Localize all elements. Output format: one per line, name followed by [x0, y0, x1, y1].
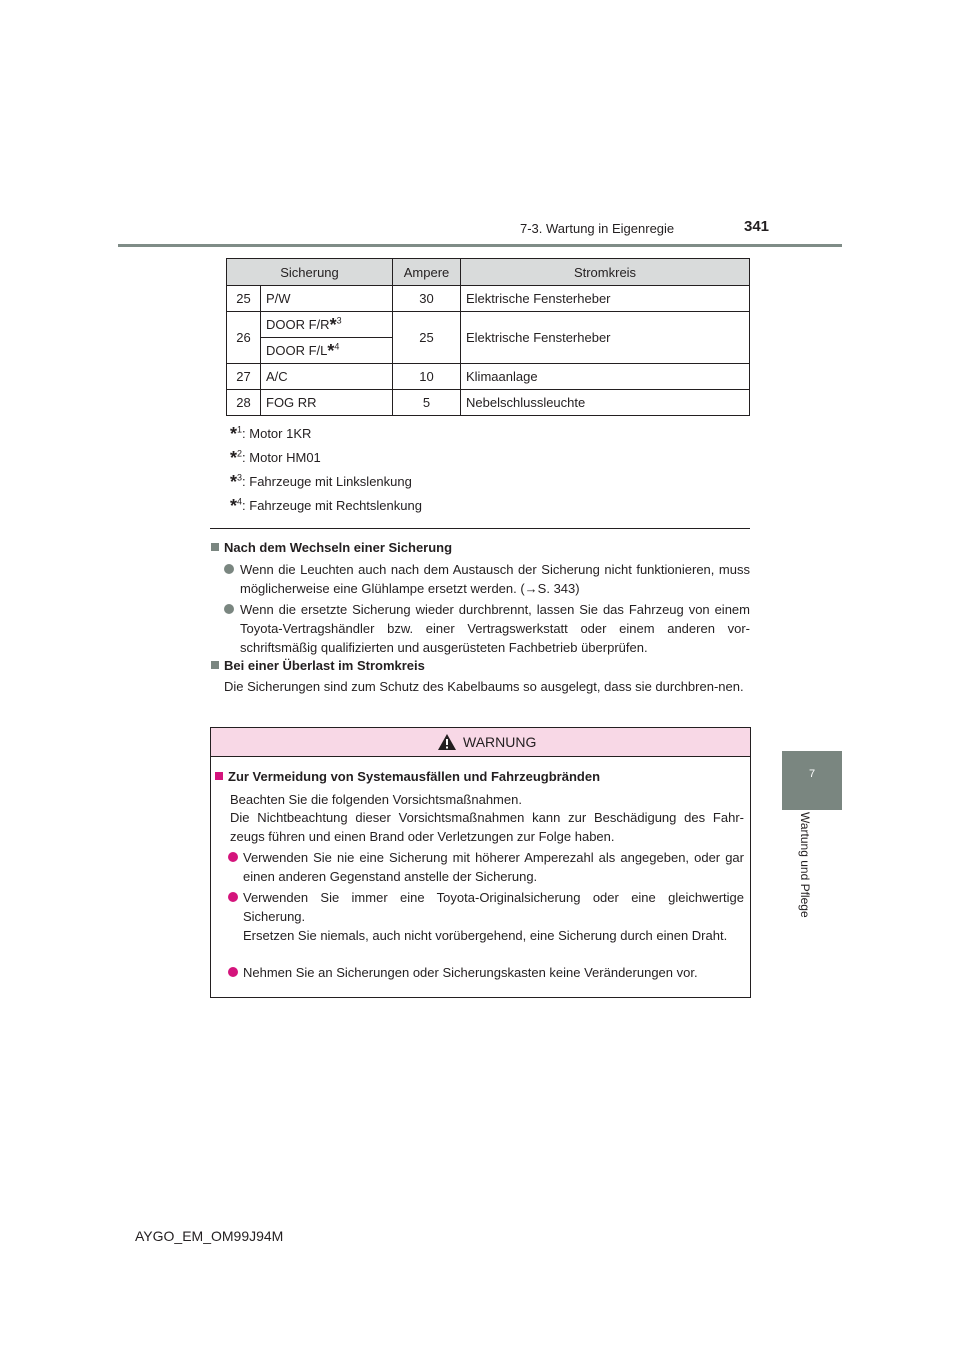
chapter-number: 7: [808, 768, 816, 780]
footnote: [230, 448, 321, 469]
list-item: [224, 600, 750, 657]
section-heading-text: Bei einer Überlast im Stromkreis: [224, 658, 425, 673]
table-row: [227, 364, 750, 390]
chapter-title: Wartung und Pflege: [798, 812, 812, 918]
fuse-table: [226, 258, 750, 416]
warning-heading-text: Zur Vermeidung von Systemausfällen und Fahrzeugbränden: [228, 769, 601, 784]
footnote-star: *: [329, 315, 337, 335]
bullet-text: Verwenden Sie immer eine Toyota-Originalsicherung oder eine gleichwertige Sicherung.: [243, 890, 744, 924]
column-header-ampere: Ampere: [393, 259, 461, 286]
bullet-text: Wenn die ersetzte Sicherung wieder durchbrennt, lassen Sie das Fahrzeug von einem Toyota-Vertragshändler bzw. einer Vertragswerkstatt oder einem anderen vor-schriftsmäßig qualifizierten und ausgerüsteten Fachbetrieb überprüfen.: [240, 602, 750, 655]
warning-box: [210, 727, 751, 998]
footnote-ref: 4: [334, 341, 340, 352]
footnote-text: : Fahrzeuge mit Linkslenkung: [242, 474, 412, 489]
page-number: 341: [744, 218, 770, 235]
footnote-star: *: [230, 448, 238, 468]
bullet-dot-icon: [224, 564, 234, 574]
column-header-fuse: Sicherung: [227, 259, 393, 286]
bullet-text: Wenn die Leuchten auch nach dem Austausch der Sicherung nicht funktionieren, muss möglicherweise eine Glühlampe ersetzt werden. (→S. 343): [240, 562, 750, 596]
footnote-mark: 2: [237, 448, 243, 459]
footnote: [230, 472, 412, 493]
fuse-name-text: DOOR F/R: [266, 317, 330, 332]
warning-heading: [215, 769, 600, 784]
column-header-circuit: Stromkreis: [461, 259, 750, 286]
fuse-ampere: 10: [393, 364, 461, 390]
bullet-dot-icon: [228, 967, 238, 977]
warning-intro: Die Nichtbeachtung dieser Vorsichtsmaßnahmen kann zur Beschädigung des Fahr-zeugs führen und einen Brand oder Verletzungen zur Folge haben.: [230, 810, 744, 844]
fuse-number: 26: [227, 312, 261, 364]
bullet-text: Ersetzen Sie niemals, auch nicht vorübergehend, eine Sicherung durch einen Draht.: [243, 928, 728, 943]
footnote-mark: 1: [237, 424, 243, 435]
bullet-dot-icon: [228, 892, 238, 902]
bullet-dot-icon: [224, 604, 234, 614]
footnote-mark: 3: [237, 472, 243, 483]
footnote: [230, 496, 422, 517]
bullet-dot-icon: [228, 852, 238, 862]
bullet-square-icon: [211, 543, 219, 551]
list-item: [228, 963, 744, 982]
fuse-ampere: 5: [393, 390, 461, 416]
bullet-text: Nehmen Sie an Sicherungen oder Sicherungskasten keine Veränderungen vor.: [243, 965, 698, 980]
header-section-title: 7-3. Wartung in Eigenregie: [520, 221, 675, 236]
bullet-square-icon: [215, 772, 223, 780]
footnote-star: *: [230, 496, 238, 516]
section-heading-text: Nach dem Wechseln einer Sicherung: [224, 540, 453, 555]
section-text: Die Sicherungen sind zum Schutz des Kabelbaums so ausgelegt, dass sie durchbren-nen.: [224, 679, 744, 694]
fuse-circuit: Elektrische Fensterheber: [461, 286, 750, 312]
fuse-ampere: 30: [393, 286, 461, 312]
footnote: [230, 424, 311, 445]
fuse-circuit: Elektrische Fensterheber: [461, 312, 750, 364]
footnote-ref: 3: [336, 315, 342, 326]
list-item: [228, 888, 744, 945]
bullet-text: Verwenden Sie nie eine Sicherung mit höherer Amperezahl als angegeben, oder gar einen anderen Gegenstand anstelle der Sicherung.: [243, 850, 744, 884]
bullet-square-icon: [211, 661, 219, 669]
footnote-mark: 4: [237, 496, 243, 507]
footnote-text: : Motor HM01: [242, 450, 321, 465]
fuse-name: [261, 312, 393, 338]
list-item: [224, 560, 750, 598]
section-divider: [210, 528, 750, 529]
fuse-number: 27: [227, 364, 261, 390]
footnote-text: : Fahrzeuge mit Rechtslenkung: [242, 498, 422, 513]
warning-title: WARNUNG: [463, 734, 537, 750]
table-row: [227, 312, 750, 338]
table-row: [227, 390, 750, 416]
footer-code: AYGO_EM_OM99J94M: [135, 1228, 284, 1244]
section-heading: [211, 658, 425, 673]
warning-intro: Beachten Sie die folgenden Vorsichtsmaßnahmen.: [230, 792, 522, 807]
fuse-name: P/W: [261, 286, 393, 312]
footnote-star: *: [327, 341, 335, 361]
fuse-name-text: DOOR F/L: [266, 343, 328, 358]
fuse-name: A/C: [261, 364, 393, 390]
fuse-number: 28: [227, 390, 261, 416]
table-header-row: [227, 259, 750, 286]
warning-header: [211, 728, 750, 757]
header-rule: [118, 244, 842, 247]
footnote-text: : Motor 1KR: [242, 426, 312, 441]
table-row: [227, 286, 750, 312]
fuse-circuit: Klimaanlage: [461, 364, 750, 390]
footnote-star: *: [230, 424, 238, 444]
fuse-circuit: Nebelschlussleuchte: [461, 390, 750, 416]
list-item: [228, 848, 744, 886]
fuse-ampere: 25: [393, 312, 461, 364]
section-heading: [211, 540, 452, 555]
fuse-name: FOG RR: [261, 390, 393, 416]
chapter-tab[interactable]: [782, 751, 842, 810]
fuse-name: [261, 338, 393, 364]
warning-triangle-icon: [437, 733, 457, 751]
fuse-number: 25: [227, 286, 261, 312]
footnote-star: *: [230, 472, 238, 492]
